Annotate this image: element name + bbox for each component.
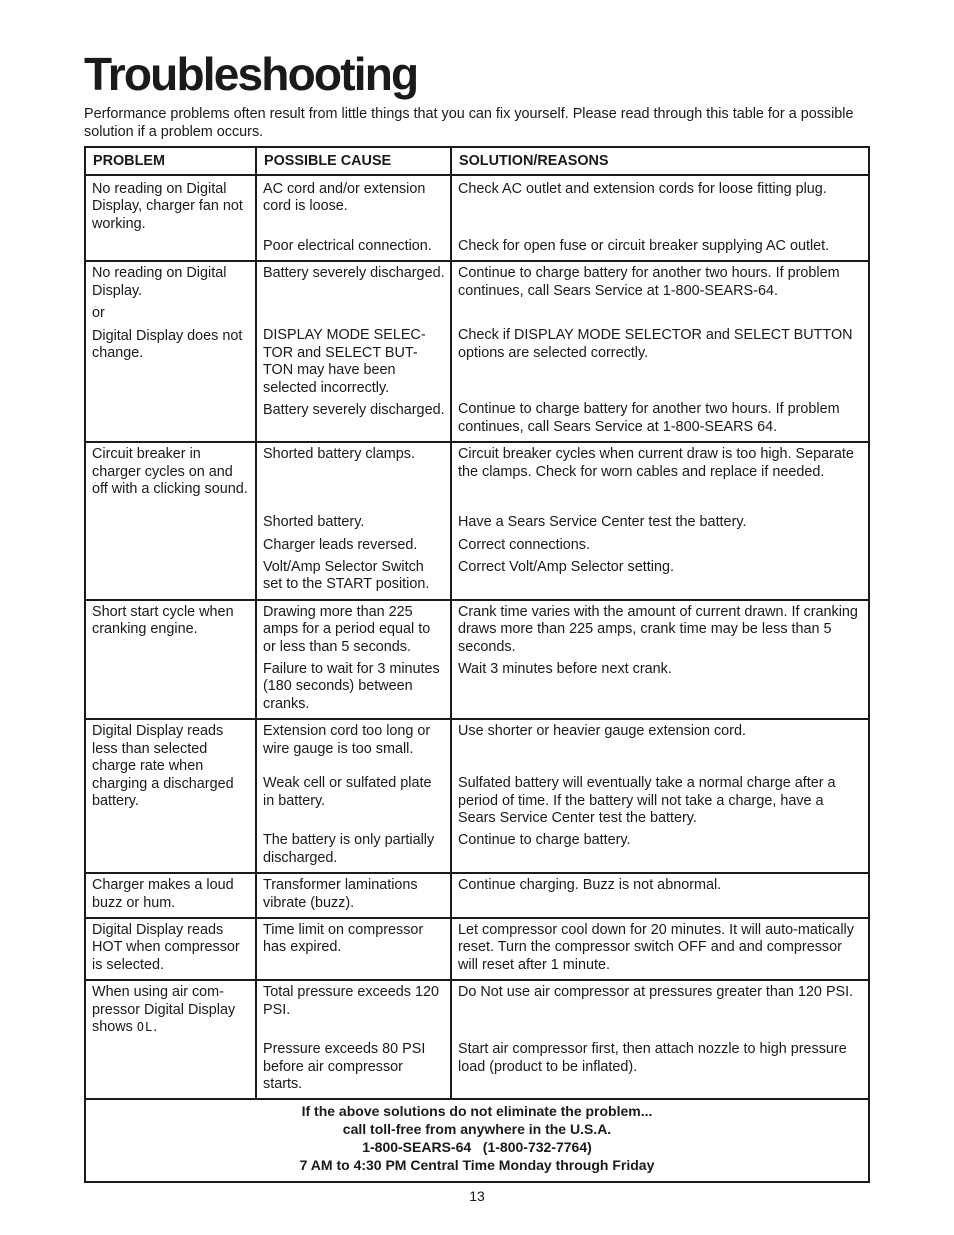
problem-text	[92, 984, 250, 1036]
solution-text: Correct connections.	[458, 536, 590, 553]
problem-text: Digital Display reads less than selected charge rate when charging a discharged battery.	[92, 723, 234, 809]
solution-text: Let compressor cool down for 20 minutes. It will auto-matically reset. Turn the compressor switch OFF and and compressor will reset after 1 minute.	[458, 921, 854, 973]
cause-text: DISPLAY MODE SELEC-TOR and SELECT BUT-TON may have been selected incorrectly.	[263, 327, 426, 396]
solution-text: Continue to charge battery.	[458, 832, 631, 849]
callout-line: call toll-free from anywhere in the U.S.A.	[342, 1121, 612, 1137]
problem-cell	[85, 442, 256, 600]
cause-text: Battery severely discharged.	[263, 402, 445, 419]
problem-text: Digital Display does not change.	[92, 327, 243, 362]
service-callout-box	[84, 1098, 870, 1183]
problem-text: Circuit breaker in charger cycles on and off with a clicking sound.	[92, 446, 248, 498]
solution-text: Start air compressor first, then attach nozzle to high pressure load (product to be inflated).	[458, 1041, 847, 1075]
cause-cell	[256, 873, 451, 918]
solution-cell	[451, 175, 869, 261]
solution-text: Check for open fuse or circuit breaker supplying AC outlet.	[458, 238, 830, 254]
cause-cell	[256, 442, 451, 600]
cause-text: Weak cell or sulfated plate in battery.	[263, 775, 432, 809]
cause-text: Battery severely discharged.	[263, 265, 445, 282]
solution-cell	[451, 873, 869, 918]
problem-cell	[85, 600, 256, 719]
problem-text-main: When using air com-pressor Digital Display shows	[92, 984, 236, 1035]
solution-text: Use shorter or heavier gauge extension cord.	[458, 723, 746, 740]
callout-hours: 7 AM to 4:30 PM Central Time Monday through Friday	[299, 1157, 655, 1173]
cause-cell	[256, 980, 451, 1099]
problem-text: Digital Display reads HOT when compressor is selected.	[92, 921, 240, 973]
problem-text: Charger makes a loud buzz or hum.	[92, 877, 234, 911]
problem-cell	[85, 719, 256, 873]
problem-suffix: .	[153, 1018, 158, 1035]
table-row	[85, 918, 869, 980]
problem-text: No reading on Digital Display.	[92, 265, 227, 299]
cause-text: Pressure exceeds 80 PSI before air compressor starts.	[263, 1041, 426, 1092]
solution-text: Wait 3 minutes before next crank.	[458, 661, 672, 678]
solution-text: Continue charging. Buzz is not abnormal.	[458, 877, 722, 894]
cause-text: Time limit on compressor has expired.	[263, 921, 424, 956]
solution-cell	[451, 980, 869, 1099]
header-possible-cause: POSSIBLE CAUSE	[256, 147, 451, 175]
solution-text: Have a Sears Service Center test the battery.	[458, 514, 747, 531]
solution-text: Do Not use air compressor at pressures greater than 120 PSI.	[458, 984, 854, 1001]
header-problem: PROBLEM	[85, 147, 256, 175]
cause-cell	[256, 261, 451, 442]
solution-cell	[451, 918, 869, 980]
cause-cell	[256, 918, 451, 980]
problem-cell	[85, 261, 256, 442]
cause-cell	[256, 719, 451, 873]
solution-text: Circuit breaker cycles when current draw is too high. Separate the clamps. Check for worn cables and replace if needed.	[458, 446, 854, 480]
table-row	[85, 261, 869, 442]
problem-text: No reading on Digital Display, charger fan not working.	[92, 181, 243, 232]
solution-cell	[451, 600, 869, 719]
callout-phone: 1-800-SEARS-64 (1-800-732-7764)	[362, 1139, 592, 1155]
solution-cell	[451, 719, 869, 873]
solution-cell	[451, 261, 869, 442]
table-row	[85, 980, 869, 1099]
solution-text: Continue to charge battery for another two hours. If problem continues, call Sears Service at 1-800-SEARS-64.	[458, 265, 840, 299]
table-row	[85, 600, 869, 719]
table-row	[85, 175, 869, 261]
solution-text: Check if DISPLAY MODE SELECTOR and SELECT BUTTON options are selected correctly.	[458, 327, 853, 361]
solution-text: Crank time varies with the amount of current drawn. If cranking draws more than 225 amps, crank time may be less than 5 seconds.	[458, 603, 858, 655]
cause-text: The battery is only partially discharged.	[263, 832, 435, 866]
cause-cell	[256, 600, 451, 719]
table-row	[85, 719, 869, 873]
cause-cell	[256, 175, 451, 261]
cause-text: Total pressure exceeds 120 PSI.	[263, 984, 439, 1018]
page-title: Troubleshooting	[84, 48, 418, 100]
cause-text: Shorted battery clamps.	[263, 446, 415, 463]
cause-text: Failure to wait for 3 minutes (180 seconds) between cranks.	[263, 661, 440, 712]
solution-text: Correct Volt/Amp Selector setting.	[458, 559, 674, 576]
troubleshooting-table	[84, 146, 870, 1100]
callout-line: If the above solutions do not eliminate the problem...	[301, 1103, 653, 1119]
cause-text: Poor electrical connection.	[263, 238, 432, 254]
problem-text: or	[92, 305, 105, 322]
cause-text: Shorted battery.	[263, 514, 365, 531]
problem-cell	[85, 980, 256, 1099]
solution-text: Check AC outlet and extension cords for loose fitting plug.	[458, 181, 827, 197]
table-row	[85, 873, 869, 918]
solution-text: Continue to charge battery for another two hours. If problem continues, call Sears Service at 1-800-SEARS 64.	[458, 401, 840, 435]
intro-paragraph: Performance problems often result from little things that you can fix yourself. Please read through this table for a possible solution if a problem occurs.	[84, 106, 854, 140]
solution-text: Sulfated battery will eventually take a normal charge after a period of time. If the battery will not take a charge, have a Sears Service Center test the battery.	[458, 775, 836, 827]
cause-text: Transformer laminations vibrate (buzz).	[263, 877, 418, 911]
cause-text: AC cord and/or extension cord is loose.	[263, 181, 426, 215]
problem-text: Short start cycle when cranking engine.	[92, 603, 234, 638]
cause-text: Extension cord too long or wire gauge is too small.	[263, 723, 431, 757]
solution-cell	[451, 442, 869, 600]
page-number: 13	[469, 1188, 485, 1204]
display-code-ol: OL	[136, 1019, 154, 1034]
cause-text: Drawing more than 225 amps for a period equal to or less than 5 seconds.	[263, 603, 431, 655]
table-header-row	[85, 147, 869, 175]
header-solution: SOLUTION/REASONS	[451, 147, 869, 175]
problem-cell	[85, 873, 256, 918]
problem-cell	[85, 175, 256, 261]
cause-text: Charger leads reversed.	[263, 536, 418, 553]
cause-text: Volt/Amp Selector Switch set to the START position.	[263, 559, 430, 593]
table-row	[85, 442, 869, 600]
problem-cell	[85, 918, 256, 980]
